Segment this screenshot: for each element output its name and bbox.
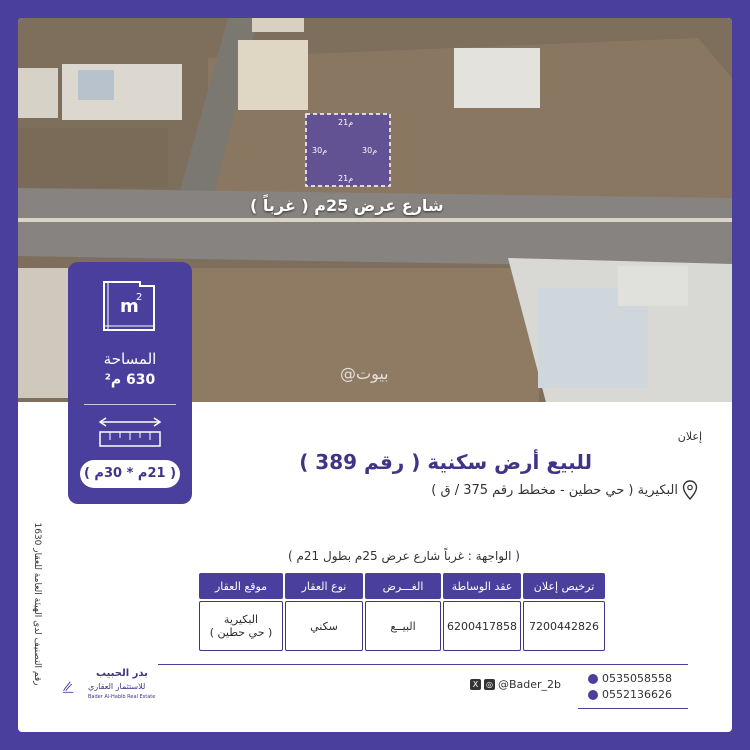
location-pin-icon [682,480,698,500]
unit-icon-sup: 2 [136,292,143,303]
listing-title: للبيع أرض سكنية ( رقم 389 ) [299,450,592,474]
ad-label: إعلان [677,430,702,443]
contact-divider-lower [578,708,688,709]
social-handle-text: @Bader_2b [498,678,562,691]
dimensions-pill: ( 21م * 30م ) [80,460,180,488]
logo-subtitle: للاستثمار العقاري [88,682,146,691]
plot-dim-left: 30م [312,146,328,155]
x-icon[interactable]: X [470,679,481,690]
table-header-row [173,573,605,599]
header-property-type: نوع العقار [285,573,363,599]
area-label: المساحة [103,350,157,368]
cell-property-location: البكيرية ( حي حطين ) [199,601,283,651]
frontage-text: ( الواجهة : غرباً شارع عرض 25م بطول 21م ) [287,549,520,563]
classification-text: رقم التصنيف لدى الهيئة العامة للعقار 1630 [32,522,42,686]
plot-dim-top: 21م [338,118,354,127]
ruler-icon [98,414,162,450]
header-purpose: الغـــرض [365,573,441,599]
street-label: شارع عرض 25م ( غرباً ) [250,196,444,215]
location-text: البكيرية ( حي حطين - مخطط رقم 375 / ق ) [431,483,678,498]
table-row [173,601,605,651]
phone-icon [588,690,598,700]
header-brokerage-contract: عقد الوساطة [443,573,521,599]
cell-purpose: البيــع [365,601,441,651]
cell-property-type: سكني [285,601,363,651]
phone-2-text: 0552136626 [602,688,672,701]
watermark: بيوت@ [340,364,389,383]
phone-1-text: 0535058558 [602,672,672,685]
plot-dim-right: 30م [362,146,378,155]
classification-note [26,486,48,722]
logo-name: بدر الحبيب [96,668,148,679]
specs-panel [68,262,192,504]
phone-number-1[interactable] [588,672,672,685]
unit-icon-text: m [120,296,139,317]
header-property-location: موقع العقار [199,573,283,599]
instagram-icon[interactable]: ◎ [484,679,495,690]
area-value: 630 م² [104,372,156,388]
contact-divider [158,664,688,665]
cell-brokerage-contract: 6200417858 [443,601,521,651]
divider [84,404,176,405]
cell-ad-license: 7200442826 [523,601,605,651]
plot-dim-bottom: 21م [338,174,354,183]
header-ad-license: ترخيص إعلان [523,573,605,599]
social-handle[interactable] [470,678,561,691]
area-icon [100,278,158,334]
ad-card [18,18,732,732]
logo-english: Bader Al-Habib Real Estate [88,694,156,700]
phone-number-2[interactable] [588,688,672,701]
phone-icon [588,674,598,684]
property-table [173,573,605,653]
